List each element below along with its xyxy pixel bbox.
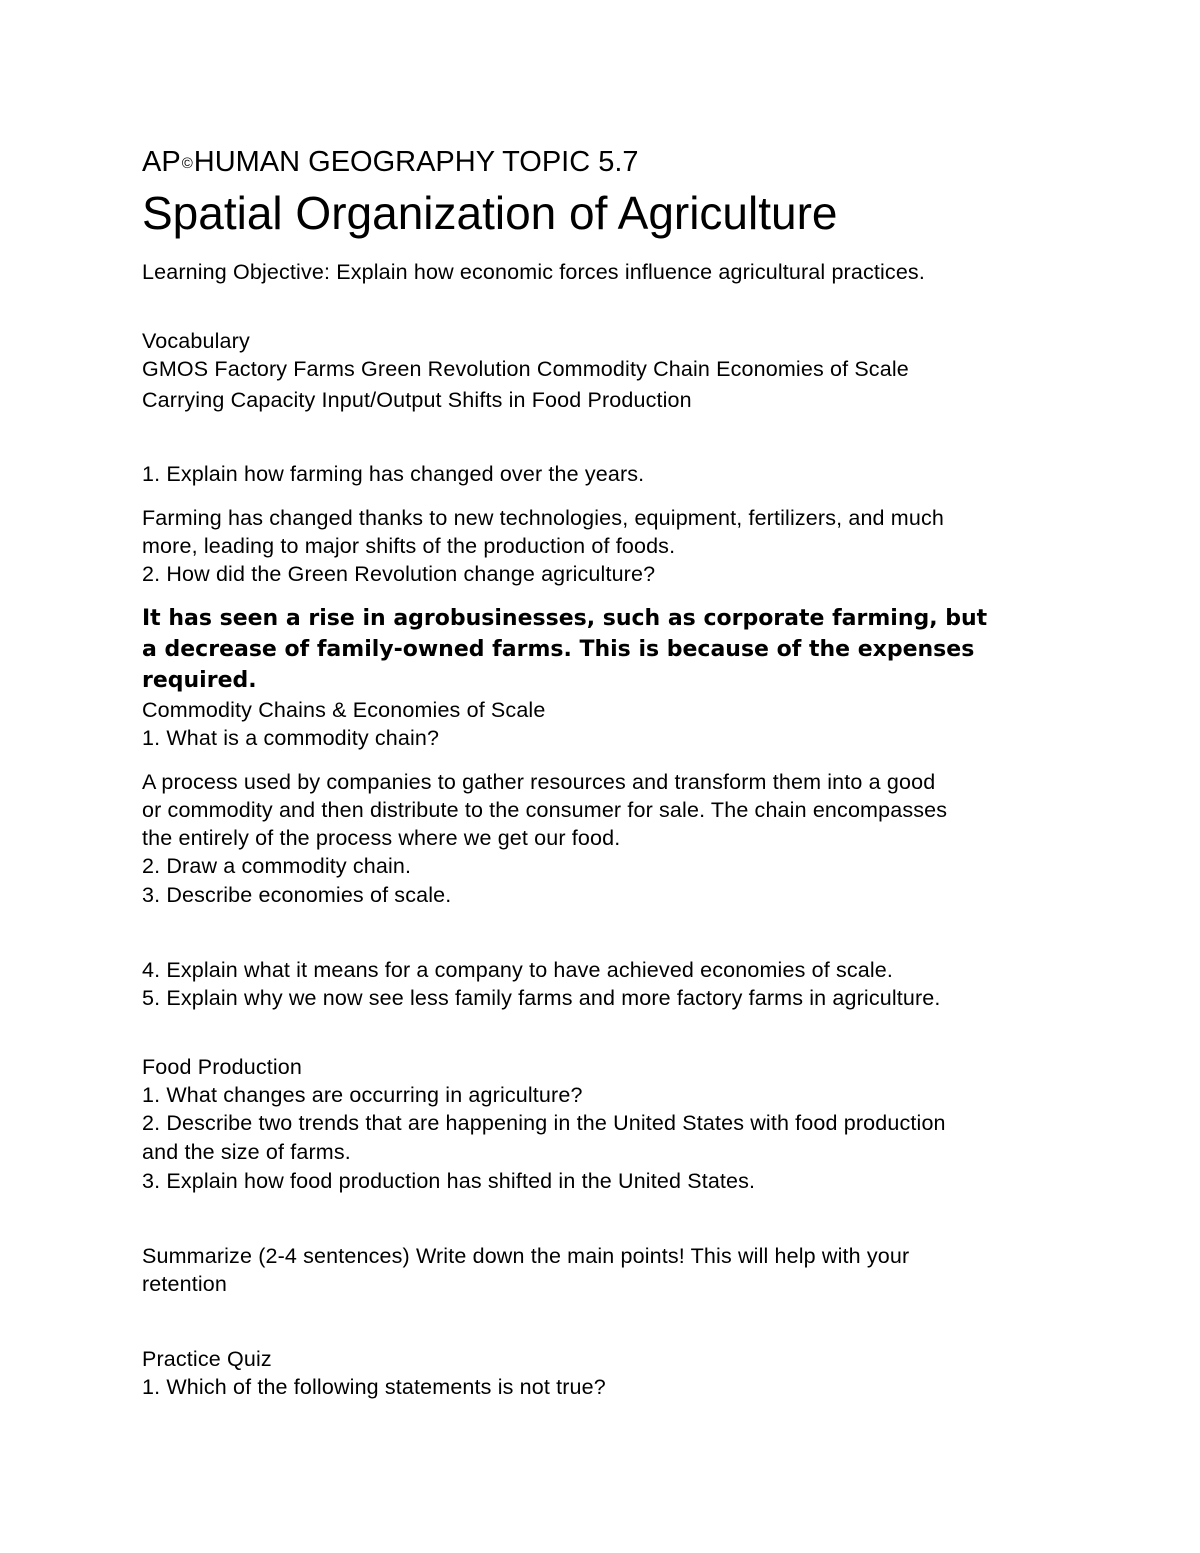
question-farming-change: 1. Explain how farming has changed over the years. — [142, 462, 645, 486]
question-family-farms: 5. Explain why we now see less family farms and more factory farms in agriculture. — [142, 986, 941, 1010]
question-us-trends-line-2: and the size of farms. — [142, 1140, 351, 1164]
question-us-trends-line-1: 2. Describe two trends that are happening in the United States with food production — [142, 1111, 946, 1135]
answer-green-revolution-line-1: It has seen a rise in agrobusinesses, such as corporate farming, but — [142, 606, 988, 631]
question-achieved-scale: 4. Explain what it means for a company to have achieved economies of scale. — [142, 958, 894, 982]
commodity-heading: Commodity Chains & Economies of Scale — [142, 698, 546, 722]
answer-green-revolution-line-3: required. — [142, 668, 257, 693]
question-green-revolution: 2. How did the Green Revolution change agriculture? — [142, 562, 656, 586]
question-commodity-chain: 1. What is a commodity chain? — [142, 726, 440, 750]
copyright-mark: © — [181, 155, 193, 172]
question-economies-of-scale: 3. Describe economies of scale. — [142, 883, 452, 907]
answer-farming-change-line-2: more, leading to major shifts of the production of foods. — [142, 534, 676, 558]
vocabulary-heading: Vocabulary — [142, 329, 250, 353]
course-heading — [142, 142, 639, 184]
learning-objective: Learning Objective: Explain how economic forces influence agricultural practices. — [142, 260, 925, 284]
summary-prompt-line-1: Summarize (2-4 sentences) Write down the main points! This will help with your — [142, 1244, 910, 1268]
answer-green-revolution-line-2: a decrease of family-owned farms. This is because of the expenses — [142, 637, 975, 662]
summary-prompt-line-2: retention — [142, 1272, 228, 1296]
question-agriculture-changes: 1. What changes are occurring in agriculture? — [142, 1083, 583, 1107]
answer-commodity-chain-line-2: or commodity and then distribute to the consumer for sale. The chain encompasses — [142, 798, 948, 822]
question-food-shift: 3. Explain how food production has shifted in the United States. — [142, 1169, 756, 1193]
food-production-heading: Food Production — [142, 1055, 303, 1079]
answer-commodity-chain-line-1: A process used by companies to gather resources and transform them into a good — [142, 770, 936, 794]
question-draw-chain: 2. Draw a commodity chain. — [142, 854, 412, 878]
course-topic: HUMAN GEOGRAPHY TOPIC 5.7 — [193, 146, 639, 178]
answer-farming-change-line-1: Farming has changed thanks to new technologies, equipment, fertilizers, and much — [142, 506, 944, 530]
vocabulary-terms-line-2: Carrying Capacity Input/Output Shifts in Food Production — [142, 388, 692, 412]
course-prefix: AP — [142, 146, 181, 178]
answer-commodity-chain-line-3: the entirely of the process where we get our food. — [142, 826, 621, 850]
practice-quiz-heading: Practice Quiz — [142, 1347, 272, 1371]
vocabulary-terms-line-1: GMOS Factory Farms Green Revolution Commodity Chain Economies of Scale — [142, 357, 909, 381]
page-title: Spatial Organization of Agriculture — [142, 187, 838, 239]
quiz-question-1: 1. Which of the following statements is not true? — [142, 1375, 606, 1399]
